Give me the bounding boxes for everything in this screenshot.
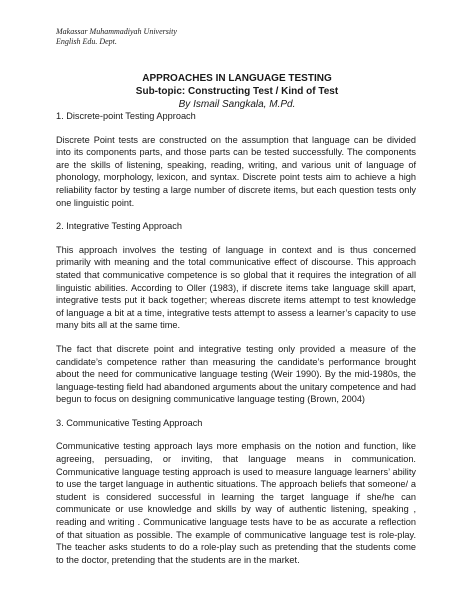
section-heading: 2. Integrative Testing Approach [56,221,182,232]
section-heading: 3. Communicative Testing Approach [56,417,203,428]
document-subtopic: Sub-topic: Constructing Test / Kind of Test [135,86,339,97]
title-block [0,72,474,111]
section-paragraph: This approach involves the testing of language in context and is thus concerned primarily with meaning and the total communicative effect of discourse. This approach stated that communicative competence is so global that it requires the integration of all linguistic abilities. According to Oller (1983), if discrete items take language skill apart, integrative tests put it back together; whereas discrete items attempt to test knowledge of language a bit at a time, integrative tests attempt to assess a learner’s capacity to use many bits all at the same time. [56,244,416,331]
document-body [56,110,416,577]
header-university: Makassar Muhammadiyah University [56,27,177,36]
section-discrete-point [56,110,416,209]
page-header [56,27,177,47]
section-paragraph: Communicative testing approach lays more emphasis on the notion and function, like agreeing, persuading, or inviting, that language means in communication. Communicative language testing approach is used to measure language learners’ ability to use the target language in authentic situations. The approach beliefs that someone/ a student is considered successful in learning the target language if she/he can communicate or use knowledge and skills by way of authentic listening, speaking , reading and writing . Communicative language tests have to be as accurate a reflection of that situation as possible. The example of communicative language test is role-play. The teacher asks students to do a role-play such as pretending that the students come to the doctor, pretending that the students are in the market. [56,441,416,565]
section-heading: 1. Discrete-point Testing Approach [56,111,196,121]
section-paragraph: Discrete Point tests are constructed on the assumption that language can be divided into its components parts, and those parts can be tested successfully. The components are the skills of listening, speaking, reading, writing, and various unit of language of phonology, morphology, lexicon, and syntax. Discrete point tests aim to achieve a high reliability factor by testing a large number of discrete items, but each question tests only one linguistic point. [56,134,416,208]
header-department: English Edu. Dept. [56,37,117,46]
document-title: APPROACHES IN LANGUAGE TESTING [142,73,332,84]
document-author: By Ismail Sangkala, M.Pd. [178,99,296,110]
section-integrative [56,220,416,406]
section-paragraph: The fact that discrete point and integrative testing only provided a measure of the candidate’s competence rather than measuring the candidate’s performance brought about the need for communicative language testing (Weir 1990). By the mid-1980s, the language-testing field had abandoned arguments about the unitary competence and had begun to focus on designing communicative language testing (Brown, 2004) [56,343,416,405]
section-communicative [56,417,416,567]
